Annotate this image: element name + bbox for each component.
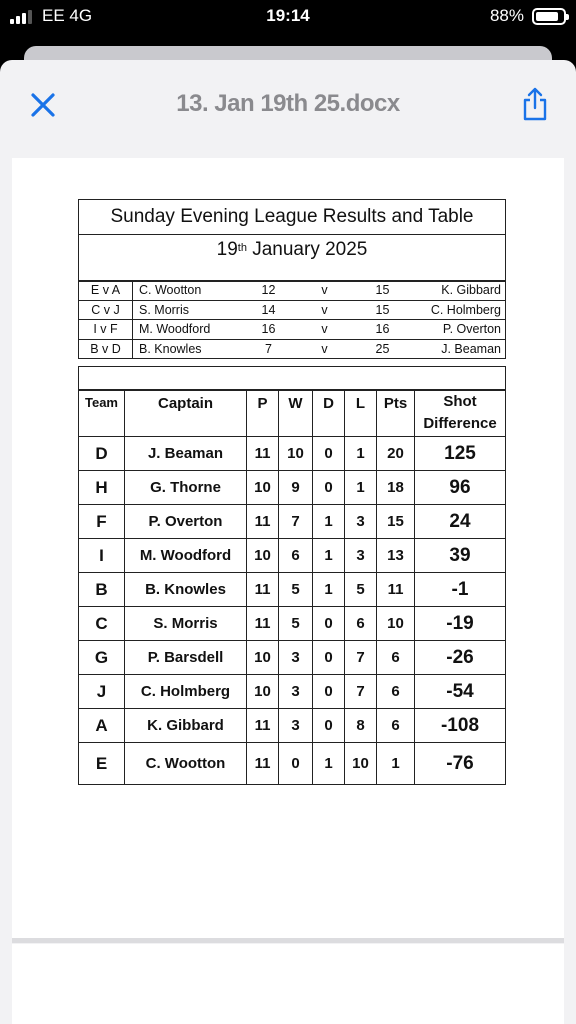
fixture-label: B v D [79, 339, 133, 359]
col-drawn: D [313, 391, 345, 437]
table-row [79, 709, 506, 743]
versus-label: v [305, 281, 345, 301]
won: 10 [279, 437, 313, 471]
away-score: 15 [345, 281, 421, 301]
drawn: 0 [313, 437, 345, 471]
page-divider [12, 938, 564, 943]
document-page[interactable] [12, 158, 564, 940]
result-row [79, 339, 506, 359]
won: 6 [279, 539, 313, 573]
away-captain: P. Overton [421, 320, 506, 340]
league-date: 19th January 2025 [216, 239, 368, 260]
team-letter: J [79, 675, 125, 709]
document-viewer-sheet [0, 60, 576, 1024]
played: 10 [247, 471, 279, 505]
played: 10 [247, 539, 279, 573]
points: 18 [377, 471, 415, 505]
points: 13 [377, 539, 415, 573]
shot-difference: -26 [415, 641, 506, 675]
shot-difference: -54 [415, 675, 506, 709]
table-row [79, 437, 506, 471]
league-header-box [78, 199, 506, 282]
fixture-label: I v F [79, 320, 133, 340]
home-captain: B. Knowles [133, 339, 233, 359]
home-captain: M. Woodford [133, 320, 233, 340]
lost: 1 [345, 471, 377, 505]
points: 1 [377, 743, 415, 785]
status-time: 19:14 [266, 6, 310, 25]
share-icon[interactable] [520, 86, 550, 122]
shot-difference: 24 [415, 505, 506, 539]
result-row [79, 320, 506, 340]
fixture-label: E v A [79, 281, 133, 301]
team-letter: H [79, 471, 125, 505]
captain-name: M. Woodford [125, 539, 247, 573]
status-bar [0, 0, 576, 36]
carrier-label: EE 4G [42, 6, 93, 25]
viewer-nav-bar [0, 60, 576, 148]
shot-difference: -19 [415, 607, 506, 641]
won: 3 [279, 641, 313, 675]
col-won: W [279, 391, 313, 437]
won: 3 [279, 675, 313, 709]
versus-label: v [305, 300, 345, 320]
shot-difference: -108 [415, 709, 506, 743]
drawn: 1 [313, 743, 345, 785]
shot-difference: 39 [415, 539, 506, 573]
played: 11 [247, 505, 279, 539]
played: 11 [247, 607, 279, 641]
table-row [79, 539, 506, 573]
lost: 10 [345, 743, 377, 785]
played: 10 [247, 641, 279, 675]
won: 3 [279, 709, 313, 743]
captain-name: C. Wootton [125, 743, 247, 785]
points: 6 [377, 709, 415, 743]
drawn: 0 [313, 709, 345, 743]
league-header-row [79, 391, 506, 437]
played: 11 [247, 573, 279, 607]
lost: 1 [345, 437, 377, 471]
fixture-label: C v J [79, 300, 133, 320]
lost: 5 [345, 573, 377, 607]
lost: 7 [345, 641, 377, 675]
league-table-header-bar [78, 366, 506, 390]
home-score: 7 [233, 339, 305, 359]
captain-name: G. Thorne [125, 471, 247, 505]
drawn: 1 [313, 539, 345, 573]
played: 11 [247, 437, 279, 471]
away-score: 15 [345, 300, 421, 320]
home-score: 12 [233, 281, 305, 301]
col-played: P [247, 391, 279, 437]
results-table [78, 280, 506, 359]
lost: 3 [345, 505, 377, 539]
won: 5 [279, 607, 313, 641]
captain-name: B. Knowles [125, 573, 247, 607]
versus-label: v [305, 339, 345, 359]
home-score: 14 [233, 300, 305, 320]
captain-name: P. Barsdell [125, 641, 247, 675]
drawn: 0 [313, 471, 345, 505]
table-row [79, 607, 506, 641]
won: 7 [279, 505, 313, 539]
team-letter: I [79, 539, 125, 573]
col-points: Pts [377, 391, 415, 437]
points: 11 [377, 573, 415, 607]
shot-difference: -76 [415, 743, 506, 785]
table-row [79, 743, 506, 785]
battery-percent: 88% [489, 6, 524, 25]
captain-name: C. Holmberg [125, 675, 247, 709]
team-letter: E [79, 743, 125, 785]
battery-icon [532, 8, 566, 25]
away-captain: J. Beaman [421, 339, 506, 359]
won: 0 [279, 743, 313, 785]
team-letter: A [79, 709, 125, 743]
versus-label: v [305, 320, 345, 340]
drawn: 0 [313, 607, 345, 641]
points: 20 [377, 437, 415, 471]
drawn: 1 [313, 573, 345, 607]
lost: 6 [345, 607, 377, 641]
drawn: 0 [313, 641, 345, 675]
shot-difference: 96 [415, 471, 506, 505]
points: 6 [377, 641, 415, 675]
drawn: 1 [313, 505, 345, 539]
captain-name: J. Beaman [125, 437, 247, 471]
drawn: 0 [313, 675, 345, 709]
points: 6 [377, 675, 415, 709]
captain-name: P. Overton [125, 505, 247, 539]
lost: 8 [345, 709, 377, 743]
played: 11 [247, 709, 279, 743]
points: 15 [377, 505, 415, 539]
away-score: 16 [345, 320, 421, 340]
captain-name: K. Gibbard [125, 709, 247, 743]
team-letter: B [79, 573, 125, 607]
lost: 7 [345, 675, 377, 709]
col-shot-difference: Shot Difference [415, 391, 506, 437]
team-letter: C [79, 607, 125, 641]
away-captain: K. Gibbard [421, 281, 506, 301]
table-row [79, 471, 506, 505]
col-lost: L [345, 391, 377, 437]
col-captain: Captain [125, 391, 247, 437]
won: 5 [279, 573, 313, 607]
table-row [79, 573, 506, 607]
table-row [79, 505, 506, 539]
next-page[interactable] [12, 944, 564, 1024]
away-captain: C. Holmberg [421, 300, 506, 320]
result-row [79, 300, 506, 320]
team-letter: F [79, 505, 125, 539]
home-score: 16 [233, 320, 305, 340]
played: 11 [247, 743, 279, 785]
team-letter: D [79, 437, 125, 471]
played: 10 [247, 675, 279, 709]
league-table [78, 390, 506, 785]
lost: 3 [345, 539, 377, 573]
points: 10 [377, 607, 415, 641]
league-title: Sunday Evening League Results and Table [79, 200, 505, 235]
table-row [79, 641, 506, 675]
table-row [79, 675, 506, 709]
shot-difference: 125 [415, 437, 506, 471]
captain-name: S. Morris [125, 607, 247, 641]
col-team: Team [79, 391, 125, 437]
won: 9 [279, 471, 313, 505]
home-captain: S. Morris [133, 300, 233, 320]
shot-difference: -1 [415, 573, 506, 607]
away-score: 25 [345, 339, 421, 359]
result-row [79, 281, 506, 301]
home-captain: C. Wootton [133, 281, 233, 301]
team-letter: G [79, 641, 125, 675]
document-title: 13. Jan 19th 25.docx [176, 90, 400, 117]
